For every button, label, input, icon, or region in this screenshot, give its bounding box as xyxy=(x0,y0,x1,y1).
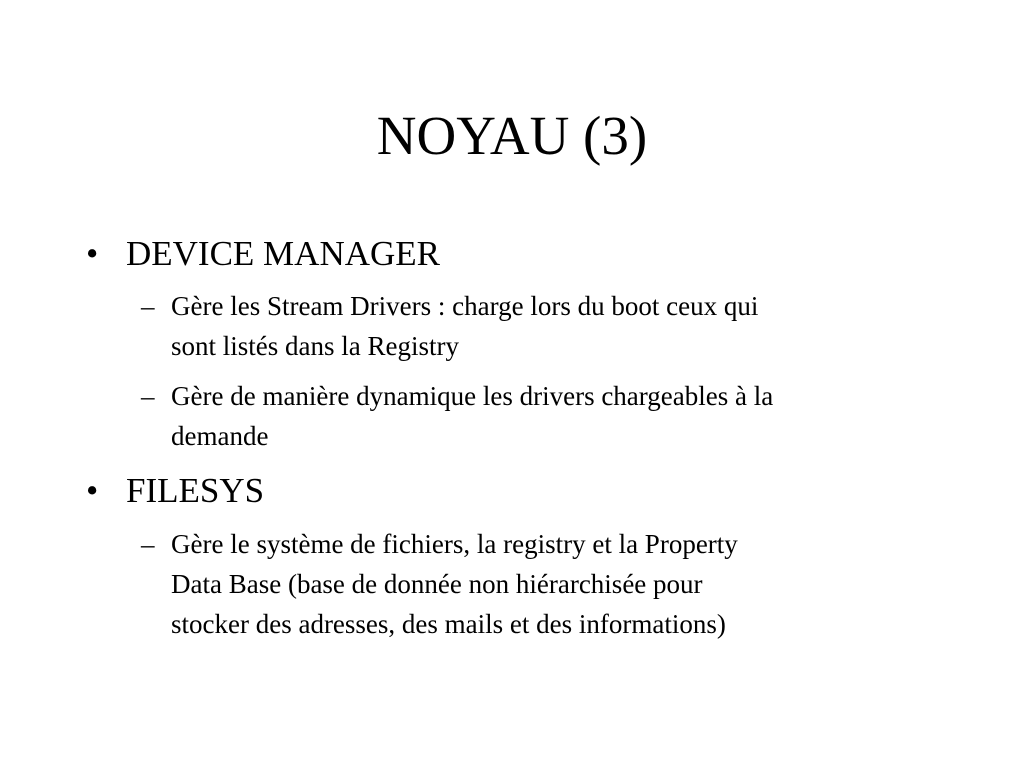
bullet-icon: • xyxy=(86,234,99,273)
sub-item-line: Data Base (base de donnée non hiérarchisée pour xyxy=(171,569,703,599)
dash-icon: – xyxy=(141,529,155,559)
sub-item-line: Gère les Stream Drivers : charge lors du boot ceux qui xyxy=(171,291,759,321)
sub-item-line: demande xyxy=(171,421,269,451)
bullet-icon: • xyxy=(86,471,99,510)
slide-title: NOYAU (3) xyxy=(376,105,648,166)
bullet-label: DEVICE MANAGER xyxy=(126,234,441,273)
bullet-item-device-manager xyxy=(86,234,441,274)
dash-icon: – xyxy=(141,381,155,411)
dash-icon: – xyxy=(141,291,155,321)
sub-item xyxy=(141,376,971,456)
bullet-label: FILESYS xyxy=(126,471,265,510)
sub-item-line: sont listés dans la Registry xyxy=(171,331,459,361)
sub-item-line: Gère le système de fichiers, la registry et la Property xyxy=(171,529,738,559)
sub-item-line: stocker des adresses, des mails et des informations) xyxy=(171,609,726,639)
sub-item xyxy=(141,524,971,644)
bullet-item-filesys xyxy=(86,471,265,511)
sub-item-line: Gère de manière dynamique les drivers chargeables à la xyxy=(171,381,774,411)
sub-item xyxy=(141,286,971,366)
